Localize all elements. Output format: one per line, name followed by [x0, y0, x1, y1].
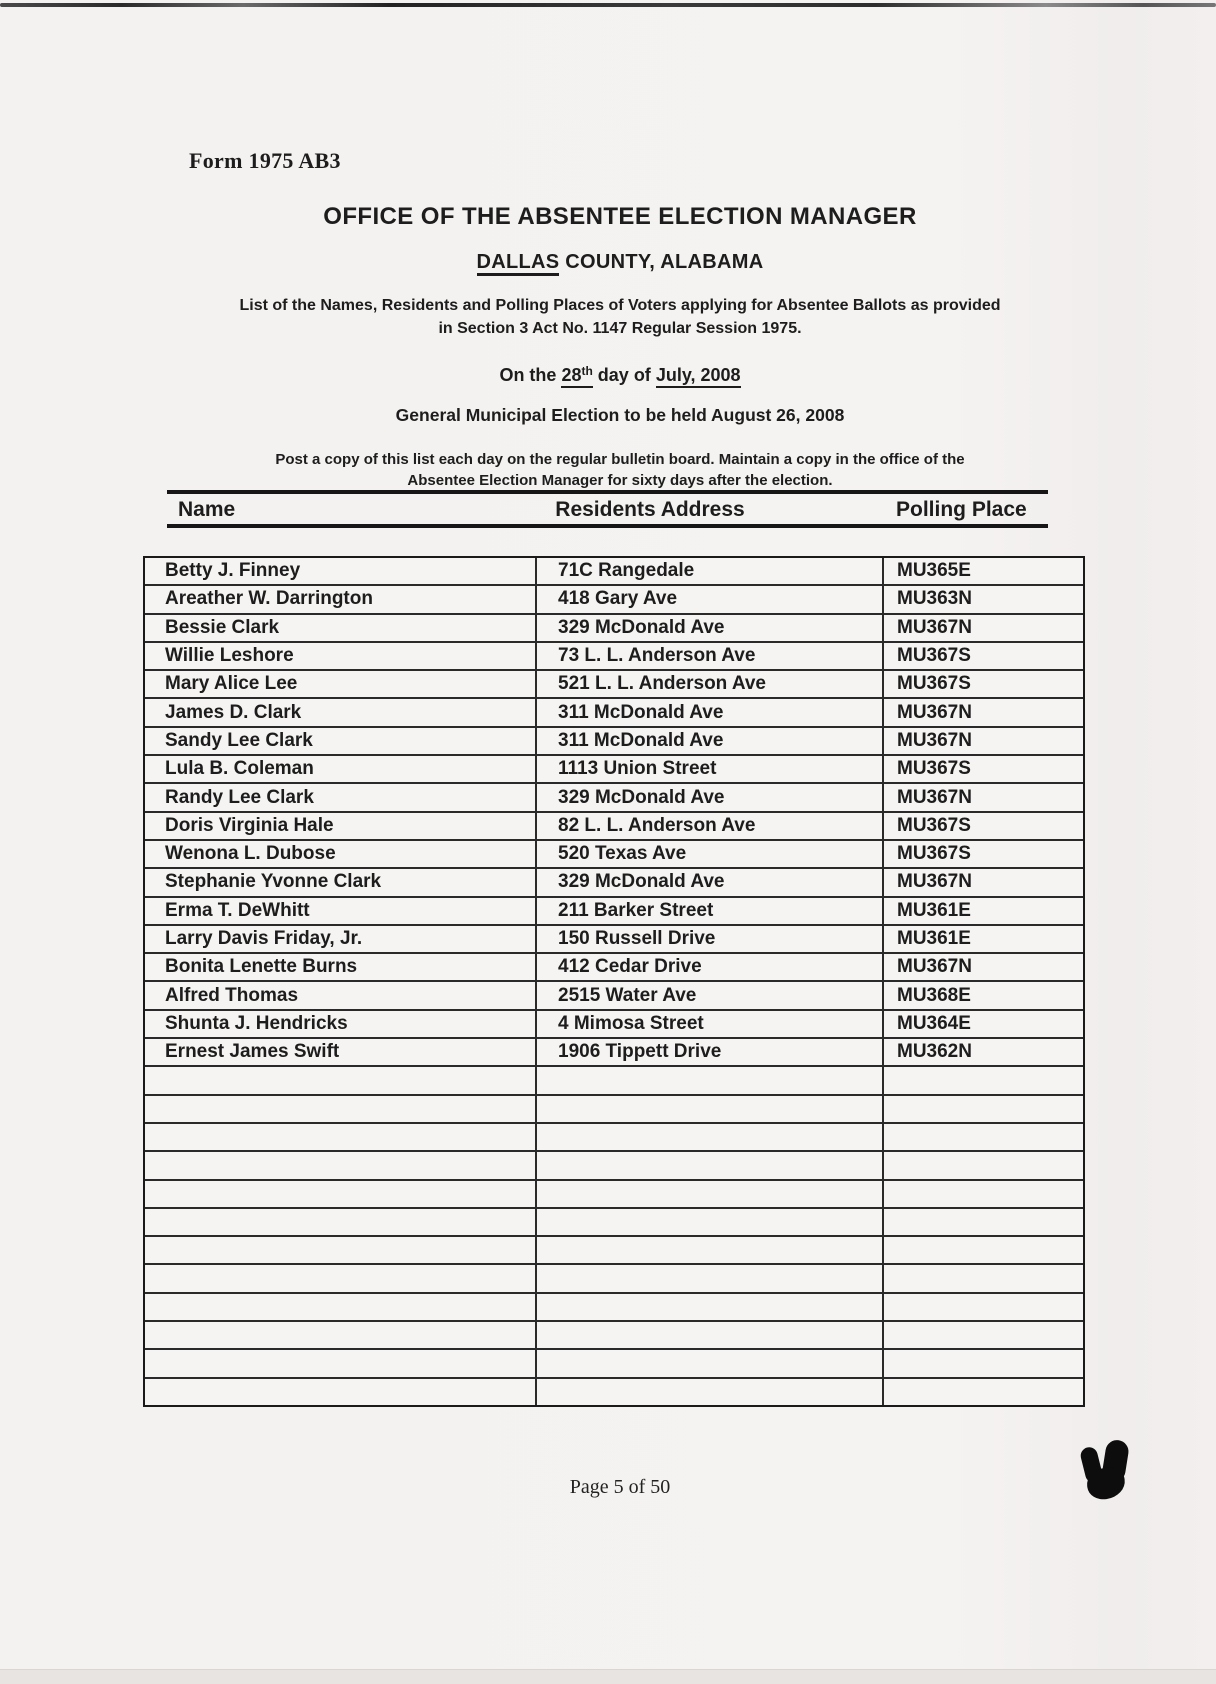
table-row [145, 1350, 1083, 1378]
table-row [145, 1322, 1083, 1350]
table-row [145, 1209, 1083, 1237]
cell-voter-name: Betty J. Finney [145, 558, 537, 584]
cell-residents-address: 150 Russell Drive [537, 926, 884, 952]
table-row [145, 586, 1083, 614]
cell-residents-address [537, 1152, 884, 1178]
table-row [145, 1294, 1083, 1322]
date-line [24, 364, 1216, 386]
scanner-edge-top [0, 3, 1216, 7]
cell-voter-name: Mary Alice Lee [145, 671, 537, 697]
cell-residents-address [537, 1379, 884, 1405]
cell-voter-name: Bonita Lenette Burns [145, 954, 537, 980]
cell-polling-place: MU367N [897, 701, 972, 723]
cell-residents-address: 1906 Tippett Drive [537, 1039, 884, 1065]
table-row [145, 1039, 1083, 1067]
election-line: General Municipal Election to be held August 26, 2008 [395, 405, 845, 425]
cell-voter-name [145, 1181, 537, 1207]
table-row [145, 728, 1083, 756]
cell-voter-name: Erma T. DeWhitt [145, 898, 537, 924]
cell-voter-name [145, 1294, 537, 1320]
form-number: Form 1975 AB3 [189, 148, 341, 173]
cell-residents-address: 73 L. L. Anderson Ave [537, 643, 884, 669]
cell-voter-name: Bessie Clark [145, 615, 537, 641]
table-row [145, 1265, 1083, 1293]
table-row [145, 869, 1083, 897]
date-middle: day of [592, 365, 656, 385]
cell-residents-address: 329 McDonald Ave [537, 615, 884, 641]
table-row [145, 1096, 1083, 1124]
purpose-statement [24, 294, 1216, 340]
date-day-underlined [561, 365, 592, 388]
cell-voter-name: Areather W. Darrington [145, 586, 537, 612]
cell-voter-name: Doris Virginia Hale [145, 813, 537, 839]
cell-polling-place [884, 1152, 1083, 1178]
cell-polling-place [884, 1322, 1083, 1348]
cell-polling-place [884, 1096, 1083, 1122]
table-row [145, 898, 1083, 926]
date-day: 28 [561, 365, 582, 385]
cell-residents-address: 311 McDonald Ave [537, 728, 884, 754]
table-row [145, 954, 1083, 982]
table-row [145, 982, 1083, 1010]
cell-residents-address: 418 Gary Ave [537, 586, 884, 612]
cell-polling-place: MU361E [897, 928, 971, 949]
voter-table [143, 556, 1085, 1407]
cell-voter-name [145, 1067, 537, 1093]
cell-polling-place [884, 1294, 1083, 1320]
cell-polling-place [884, 1209, 1083, 1235]
cell-polling-place [884, 1124, 1083, 1150]
cell-polling-place: MU361E [897, 899, 971, 921]
cell-voter-name: Larry Davis Friday, Jr. [145, 926, 537, 952]
header-rule-bottom [167, 524, 1048, 528]
cell-voter-name: Willie Leshore [145, 643, 537, 669]
county-line [24, 251, 1216, 274]
cell-polling-place: MU367S [897, 673, 971, 695]
table-row [145, 813, 1083, 841]
purpose-line-2: in Section 3 Act No. 1147 Regular Session 1975. [438, 320, 802, 337]
county-name-underlined: DALLAS [477, 251, 560, 276]
table-row [145, 784, 1083, 812]
cell-residents-address: 520 Texas Ave [537, 841, 884, 867]
cell-polling-place [884, 1237, 1083, 1263]
cell-voter-name: Stephanie Yvonne Clark [145, 869, 537, 895]
cell-polling-place: MU367S [897, 814, 971, 836]
cell-voter-name: Wenona L. Dubose [145, 841, 537, 867]
column-header-name: Name [178, 498, 236, 521]
cell-polling-place: MU367N [897, 729, 972, 751]
cell-voter-name [145, 1237, 537, 1263]
cell-voter-name [145, 1379, 537, 1405]
table-row [145, 671, 1083, 699]
posting-line-2: Absentee Election Manager for sixty days after the election. [407, 472, 833, 489]
page-number-footer: Page 5 of 50 [569, 1476, 671, 1498]
posting-instructions [24, 449, 1216, 491]
ink-blob-scan-artifact [1080, 1440, 1138, 1504]
cell-polling-place: MU367N [897, 871, 972, 893]
cell-residents-address [537, 1067, 884, 1093]
table-row [145, 1067, 1083, 1095]
cell-voter-name [145, 1265, 537, 1291]
cell-residents-address: 211 Barker Street [537, 898, 884, 924]
cell-residents-address: 521 L. L. Anderson Ave [537, 671, 884, 697]
cell-residents-address: 1113 Union Street [537, 756, 884, 782]
cell-voter-name: Shunta J. Hendricks [145, 1011, 537, 1037]
scanner-edge-bottom [0, 1669, 1216, 1684]
cell-polling-place [884, 1350, 1083, 1376]
cell-residents-address: 329 McDonald Ave [537, 784, 884, 810]
cell-residents-address [537, 1181, 884, 1207]
cell-polling-place: MU367S [897, 645, 971, 667]
cell-residents-address: 4 Mimosa Street [537, 1011, 884, 1037]
cell-polling-place: MU367N [897, 616, 972, 638]
cell-voter-name: James D. Clark [145, 699, 537, 725]
cell-polling-place [884, 1067, 1083, 1093]
cell-polling-place [884, 1265, 1083, 1291]
cell-voter-name: Alfred Thomas [145, 982, 537, 1008]
purpose-line-1: List of the Names, Residents and Polling Places of Voters applying for Absentee Ballots as provided [239, 297, 1001, 314]
table-row [145, 1237, 1083, 1265]
cell-residents-address: 311 McDonald Ave [537, 699, 884, 725]
table-row [145, 1379, 1083, 1405]
cell-residents-address [537, 1350, 884, 1376]
county-rest: COUNTY, ALABAMA [559, 251, 764, 273]
cell-polling-place: MU364E [897, 1012, 971, 1034]
header-rule-top [167, 490, 1048, 494]
cell-residents-address [537, 1209, 884, 1235]
cell-voter-name [145, 1124, 537, 1150]
table-row [145, 558, 1083, 586]
cell-polling-place: MU365E [897, 560, 971, 582]
cell-residents-address: 329 McDonald Ave [537, 869, 884, 895]
cell-residents-address: 412 Cedar Drive [537, 954, 884, 980]
cell-polling-place: MU367S [897, 758, 971, 780]
cell-residents-address [537, 1124, 884, 1150]
table-row [145, 1152, 1083, 1180]
cell-residents-address [537, 1322, 884, 1348]
table-row [145, 841, 1083, 869]
document-title: OFFICE OF THE ABSENTEE ELECTION MANAGER [323, 203, 917, 230]
table-row [145, 756, 1083, 784]
table-row [145, 1181, 1083, 1209]
cell-residents-address: 82 L. L. Anderson Ave [537, 813, 884, 839]
cell-residents-address [537, 1294, 884, 1320]
cell-polling-place: MU368E [897, 984, 971, 1006]
cell-voter-name [145, 1152, 537, 1178]
cell-voter-name: Lula B. Coleman [145, 756, 537, 782]
table-row [145, 1011, 1083, 1039]
cell-polling-place: MU363N [897, 588, 972, 610]
cell-polling-place: MU367N [897, 956, 972, 978]
cell-residents-address [537, 1265, 884, 1291]
cell-polling-place [884, 1181, 1083, 1207]
cell-voter-name: Randy Lee Clark [145, 784, 537, 810]
cell-residents-address [537, 1237, 884, 1263]
column-header-polling-place: Polling Place [896, 498, 1027, 521]
table-row [145, 926, 1083, 954]
cell-voter-name [145, 1096, 537, 1122]
cell-voter-name [145, 1350, 537, 1376]
table-row [145, 1124, 1083, 1152]
column-header-residents-address: Residents Address [555, 498, 745, 521]
cell-polling-place: MU367N [897, 786, 972, 808]
cell-polling-place [884, 1379, 1083, 1405]
date-prefix: On the [499, 365, 562, 385]
cell-residents-address: 2515 Water Ave [537, 982, 884, 1008]
cell-residents-address: 71C Rangedale [537, 558, 884, 584]
cell-polling-place: MU362N [897, 1041, 972, 1063]
table-row [145, 643, 1083, 671]
date-month-year-underlined: July, 2008 [656, 365, 741, 388]
table-row [145, 615, 1083, 643]
cell-polling-place: MU367S [897, 843, 971, 865]
cell-voter-name: Sandy Lee Clark [145, 728, 537, 754]
table-row [145, 699, 1083, 727]
cell-residents-address [537, 1096, 884, 1122]
cell-voter-name [145, 1322, 537, 1348]
posting-line-1: Post a copy of this list each day on the regular bulletin board. Maintain a copy in the office of the [275, 451, 965, 468]
cell-voter-name [145, 1209, 537, 1235]
date-ordinal: th [581, 364, 593, 378]
cell-voter-name: Ernest James Swift [145, 1039, 537, 1065]
